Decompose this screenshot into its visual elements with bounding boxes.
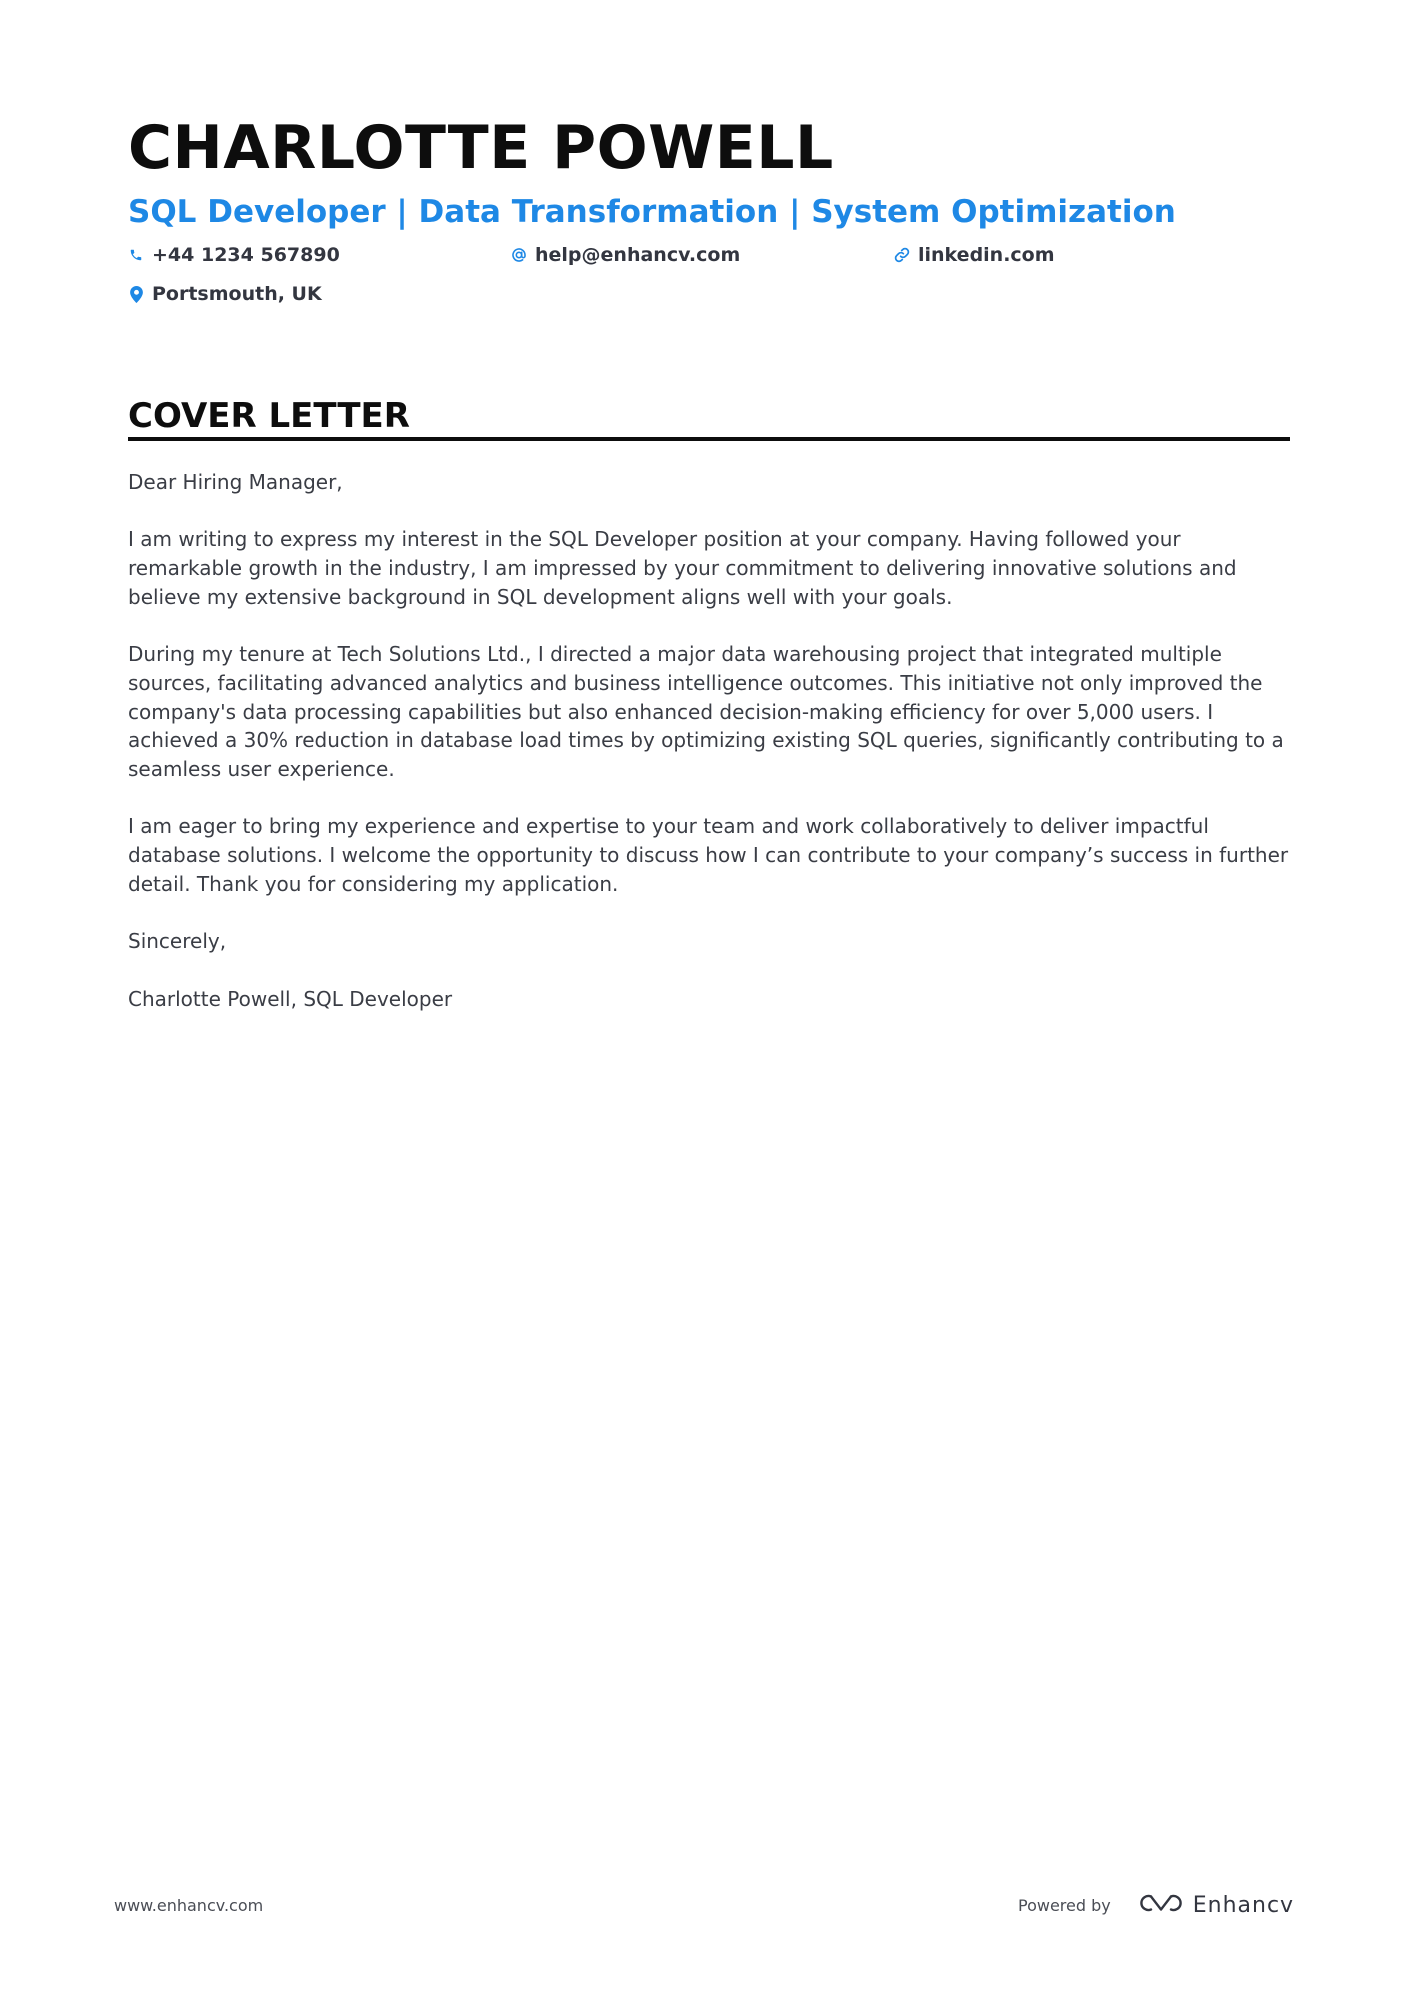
map-pin-icon: [128, 285, 144, 303]
section-title: COVER LETTER: [128, 396, 410, 436]
letter-closing: Sincerely,: [128, 929, 227, 954]
brand-logo[interactable]: [1137, 1891, 1294, 1919]
section-divider: [128, 437, 1290, 441]
candidate-name: CHARLOTTE POWELL: [128, 113, 834, 183]
contact-location: [128, 281, 322, 307]
phone-icon: [128, 246, 144, 264]
at-sign-icon: [511, 246, 527, 264]
powered-by-label: Powered by: [1018, 1895, 1111, 1915]
letter-paragraph: I am writing to express my interest in the SQL Developer position at your company. Having followed your remarkable growth in the industry, I am impressed by your commitment to delivering innovative solutions and believe my extensive background in SQL development aligns well with your goals.: [128, 527, 1237, 609]
footer-website-link[interactable]: www.enhancv.com: [114, 1896, 264, 1915]
candidate-headline: SQL Developer | Data Transformation | System Optimization: [128, 194, 1176, 230]
email-link[interactable]: help@enhancv.com: [535, 244, 741, 266]
letter-body: [128, 468, 1290, 1042]
location-text: Portsmouth, UK: [152, 283, 322, 305]
contact-email: [511, 242, 740, 268]
phone-text: +44 1234 567890: [152, 244, 340, 266]
brand-name: Enhancv: [1192, 1892, 1295, 1918]
contact-website: [894, 242, 1055, 268]
letter-paragraph: I am eager to bring my experience and expertise to your team and work collaboratively to deliver impactful database solutions. I welcome the opportunity to discuss how I can contribute to your company’s success in further detail. Thank you for considering my application.: [128, 814, 1289, 896]
letter-paragraph: During my tenure at Tech Solutions Ltd., I directed a major data warehousing project that integrated multiple sources, facilitating advanced analytics and business intelligence outcomes. This initiative not only improved the company's data processing capabilities but also enhanced decision-making efficiency for over 5,000 users. I achieved a 30% reduction in database load times by optimizing existing SQL queries, significantly contributing to a seamless user experience.: [128, 642, 1284, 781]
powered-by: [1018, 1891, 1294, 1919]
enhancv-logo-icon: [1137, 1891, 1183, 1919]
letter-greeting: Dear Hiring Manager,: [128, 470, 343, 494]
website-link[interactable]: linkedin.com: [918, 244, 1055, 266]
letter-signature: Charlotte Powell, SQL Developer: [128, 986, 453, 1011]
link-icon: [894, 246, 910, 264]
contact-phone: [128, 242, 340, 268]
